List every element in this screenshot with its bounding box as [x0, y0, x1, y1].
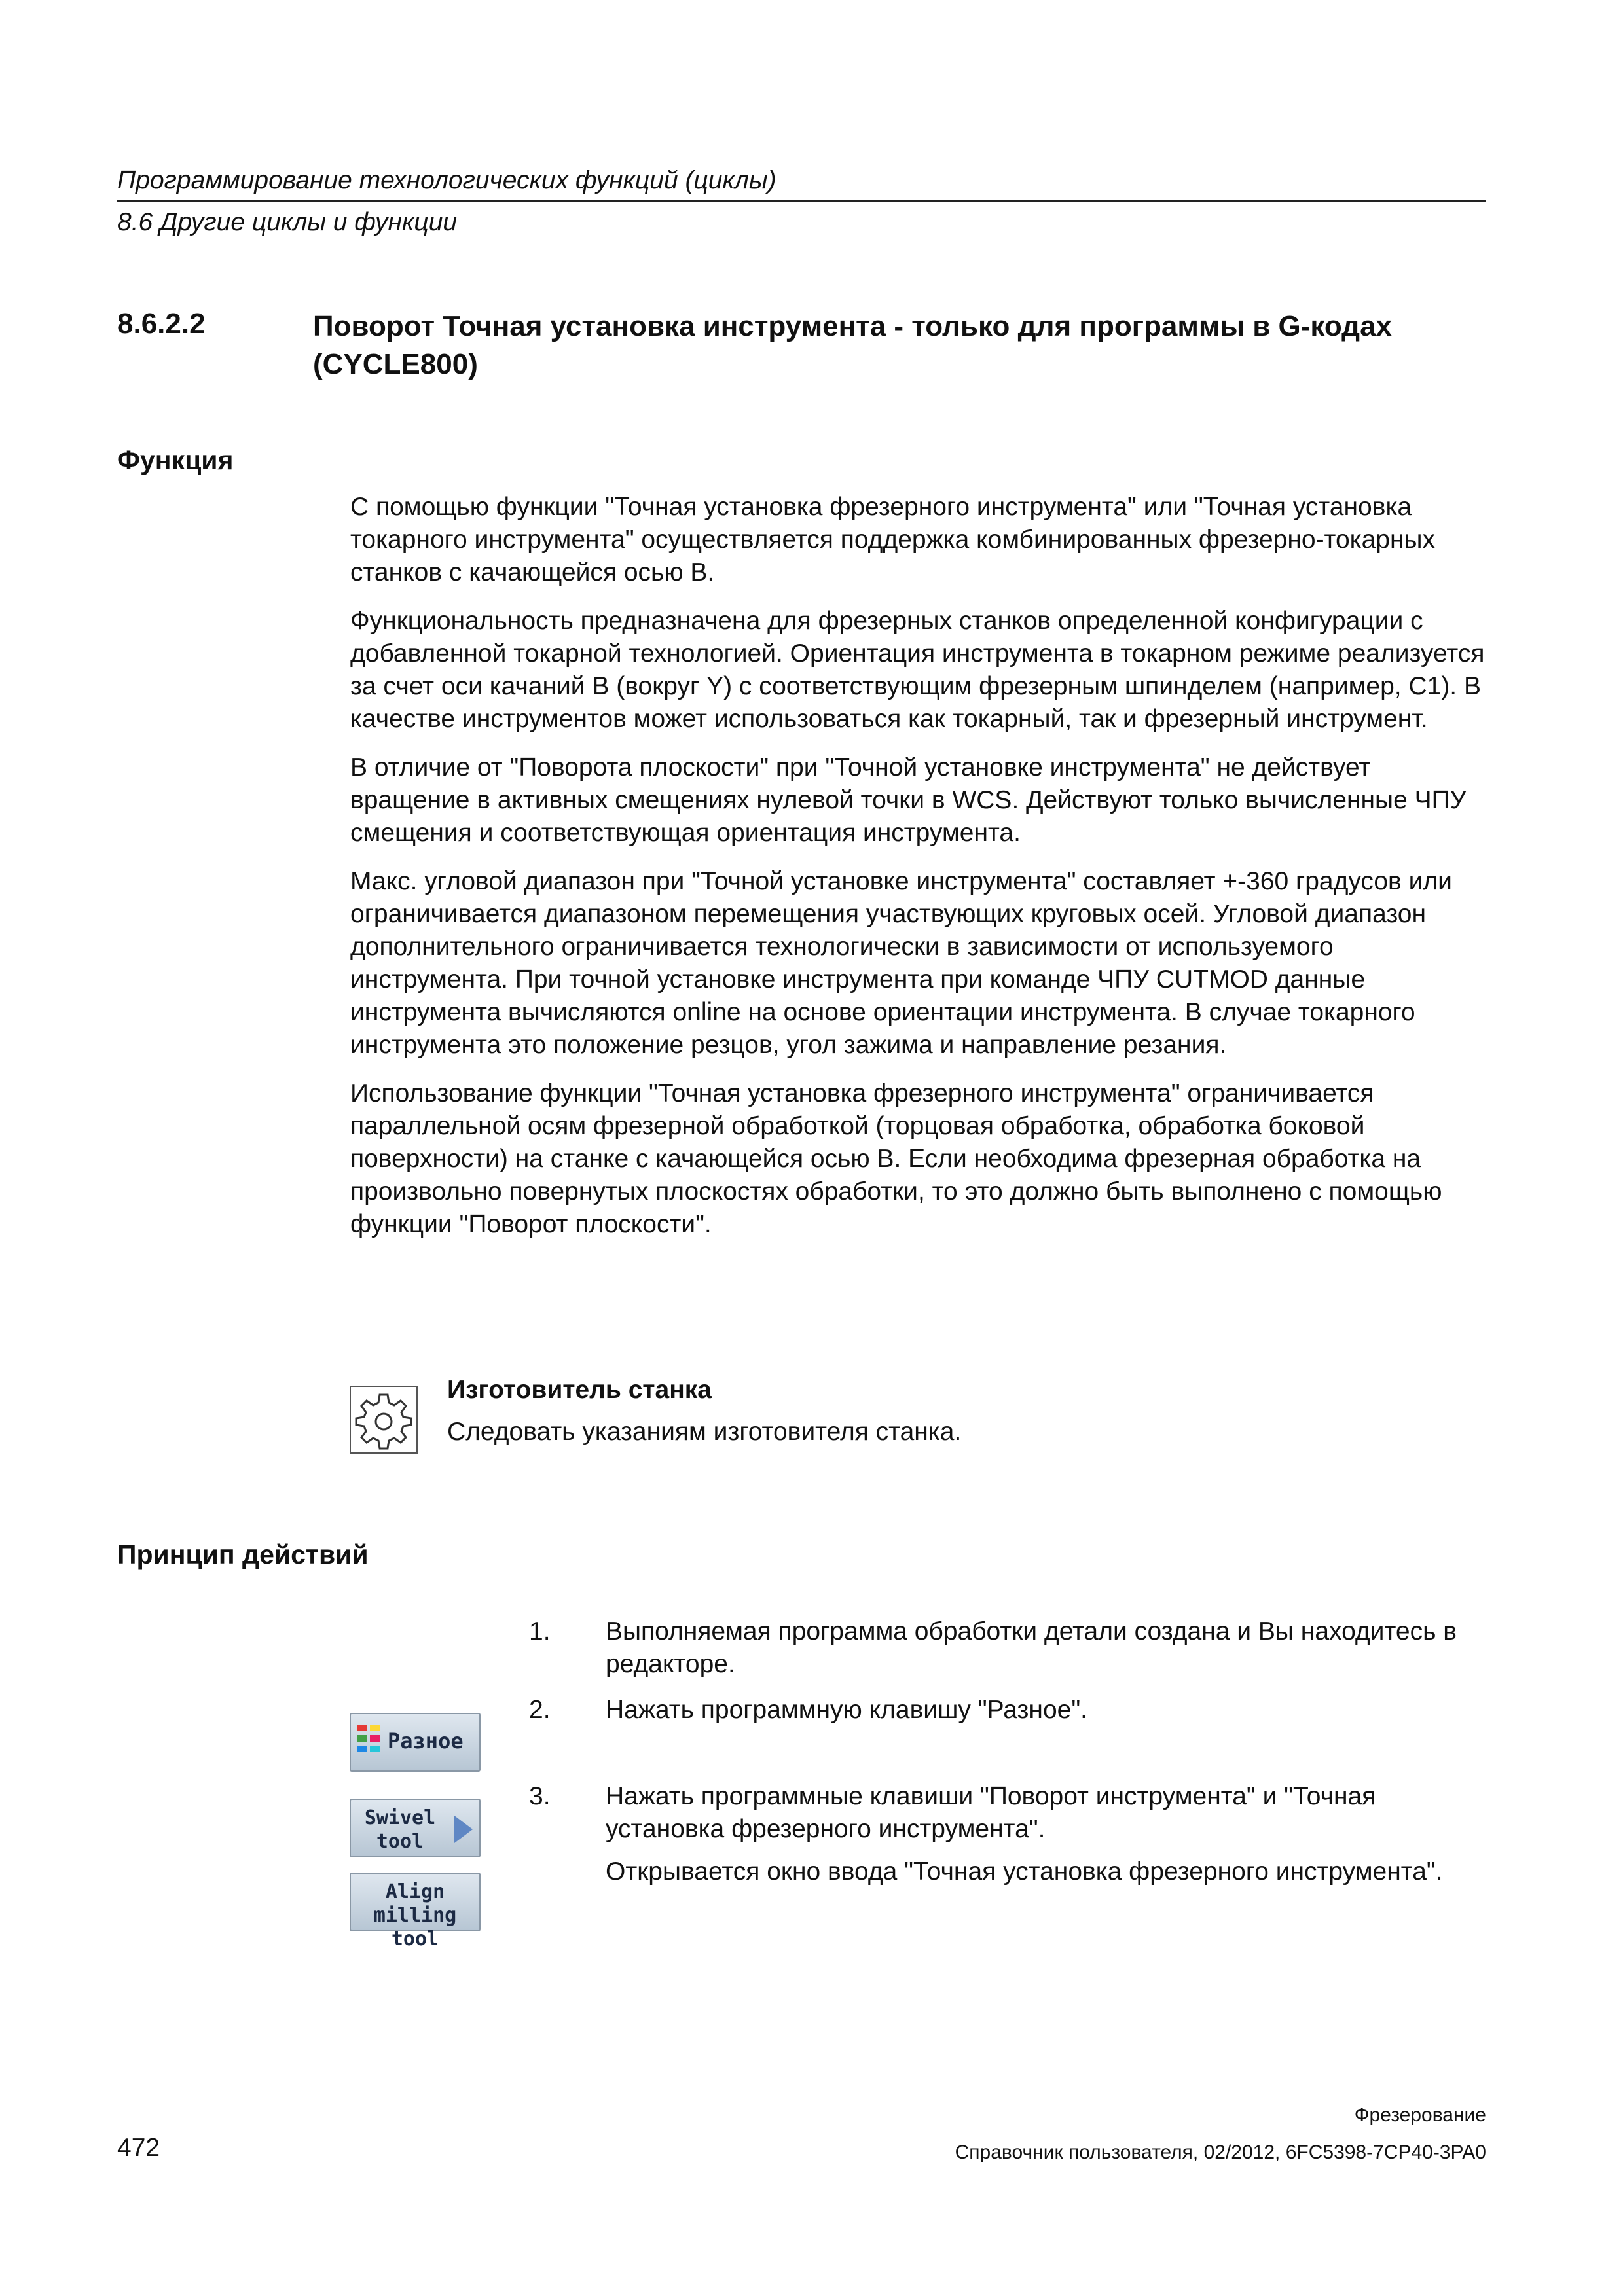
- footer-doc-info: Справочник пользователя, 02/2012, 6FC5398-7CP40-3PA0: [955, 2142, 1486, 2163]
- misc-grid-icon: [357, 1725, 381, 1763]
- softkey-raznoe-button[interactable]: [350, 1713, 481, 1772]
- softkey-label: Разное: [388, 1729, 464, 1753]
- page-number: 472: [117, 2134, 160, 2162]
- header-divider: [117, 200, 1486, 202]
- note-title: Изготовитель станка: [447, 1376, 712, 1404]
- section-title: Поворот Точная установка инструмента - только для программы в G-кодах (CYCLE800): [313, 310, 1393, 380]
- paragraph: В отличие от "Поворота плоскости" при "Точной установке инструмента" не действует вращение в активных смещениях нулевой точки в WCS. Действуют только вычисленные ЧПУ смещения и соответствующая ориентация инструмента.: [350, 753, 1467, 847]
- step-number: 3.: [529, 1782, 551, 1810]
- gear-icon: [350, 1386, 418, 1454]
- note-text: Следовать указаниям изготовителя станка.: [447, 1418, 962, 1446]
- step-number: 1.: [529, 1617, 551, 1645]
- principle-heading: Принцип действий: [117, 1539, 369, 1570]
- softkey-label-line: tool: [376, 1830, 424, 1853]
- section-number: 8.6.2.2: [117, 308, 206, 340]
- softkey-align-milling-tool-button[interactable]: [350, 1873, 481, 1950]
- running-header-chapter: Программирование технологических функций (циклы): [117, 166, 776, 194]
- paragraph: Использование функции "Точная установка фрезерного инструмента" ограничивается параллельной осям фрезерной обработкой (торцовая обработка, обработка боковой поверхности) на станке с качающейся осью B. Если необходима фрезерная обработка на произвольно повернутых плоскостях обработки, то это должно быть выполнено с помощью функции "Поворот плоскости".: [350, 1079, 1442, 1238]
- paragraph: С помощью функции "Точная установка фрезерного инструмента" или "Точная установка токарного инструмента" осуществляется поддержка комбинированных фрезерно-токарных станков с качающейся осью B.: [350, 493, 1436, 586]
- function-heading: Функция: [117, 445, 234, 475]
- step-number: 2.: [529, 1696, 551, 1724]
- softkey-swivel-tool-button[interactable]: [350, 1799, 481, 1857]
- footer-chapter: Фрезерование: [1354, 2104, 1486, 2126]
- softkey-label-line: Swivel: [364, 1806, 436, 1829]
- step-text: Выполняемая программа обработки детали создана и Вы находитесь в редакторе.: [606, 1617, 1457, 1678]
- softkey-label-line: Align: [385, 1880, 445, 1903]
- paragraph: Макс. угловой диапазон при "Точной установке инструмента" составляет +-360 градусов или ограничивается диапазоном перемещения участвующих круговых осей. Угловой диапазон дополнительного ограничивается технологически в зависимости от используемого инструмента. При точной установке инструмента при команде ЧПУ CUTMOD данные инструмента вычисляются online на основе ориентации инструмента. В случае токарного инструмента это положение резцов, угол зажима и направление резания.: [350, 867, 1452, 1059]
- softkey-label-line: milling tool: [373, 1904, 457, 1950]
- step-text: Нажать программную клавишу "Разное".: [606, 1696, 1088, 1724]
- arrow-right-icon: [454, 1816, 473, 1843]
- softkey-label: [351, 1806, 449, 1854]
- step-result-text: Открывается окно ввода "Точная установка фрезерного инструмента".: [606, 1857, 1443, 1886]
- function-body: [350, 491, 1493, 1257]
- softkey-label: [351, 1880, 479, 1951]
- paragraph: Функциональность предназначена для фрезерных станков определенной конфигурации с добавленной токарной технологией. Ориентация инструмента в токарном режиме реализуется за счет оси качаний B (вокруг Y) с соответствующим фрезерным шпинделем (например, С1). В качестве инструментов может использоваться как токарный, так и фрезерный инструмент.: [350, 607, 1485, 733]
- step-text: Нажать программные клавиши "Поворот инструмента" и "Точная установка фрезерного инструмента".: [606, 1782, 1376, 1843]
- running-header-section: 8.6 Другие циклы и функции: [117, 208, 458, 236]
